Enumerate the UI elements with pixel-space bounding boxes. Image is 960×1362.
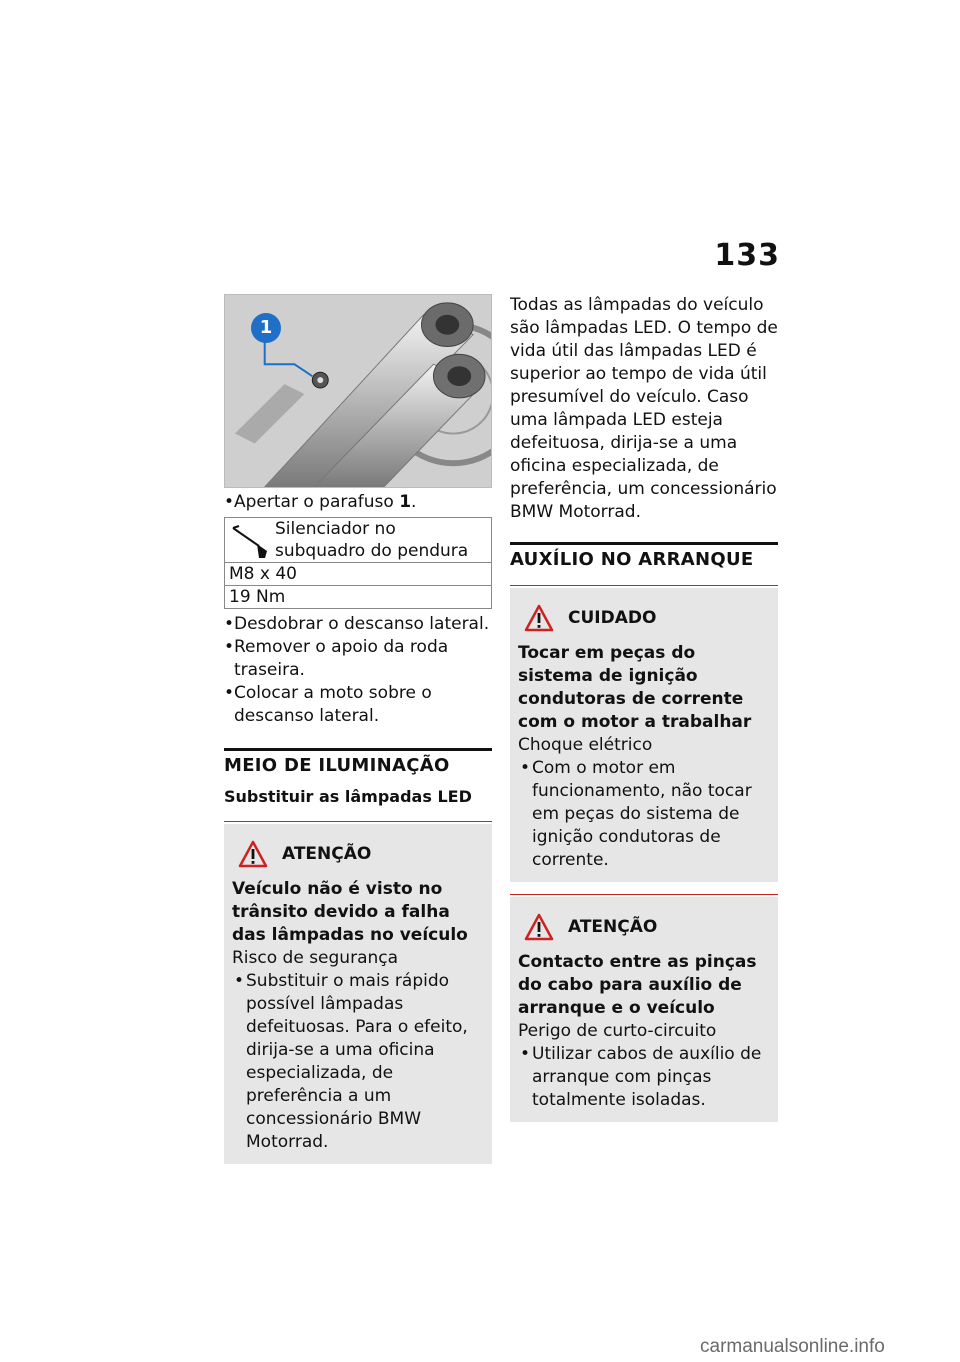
warning-header xyxy=(518,907,770,947)
caution-header xyxy=(518,598,770,638)
warning-triangle-icon xyxy=(524,604,554,632)
spec-label-cell xyxy=(225,518,492,563)
caution-headline: Tocar em peças do sistema de ignição condutoras de corrente com o motor a trabalhar xyxy=(518,643,752,732)
warning-action: • Utilizar cabos de auxílio de arranque com pinças totalmente isoladas. xyxy=(518,1043,770,1112)
left-column xyxy=(224,294,492,1164)
warning-label: ATENÇÃO xyxy=(568,917,658,937)
warning-header xyxy=(232,834,484,874)
callout-1-marker xyxy=(251,313,281,343)
warning-triangle-icon xyxy=(238,840,268,868)
warning-divider xyxy=(510,894,778,895)
page-number: 133 xyxy=(714,238,780,273)
warning-consequence: Perigo de curto-circuito xyxy=(518,1021,717,1041)
warning-consequence: Risco de segurança xyxy=(232,948,399,968)
list-item: • Colocar a moto sobre o descanso lateral. xyxy=(224,682,492,728)
list-item: • Remover o apoio da roda traseira. xyxy=(224,636,492,682)
warning-box-jump-cables xyxy=(510,897,778,1122)
caution-divider xyxy=(510,585,778,586)
section-title-lighting: MEIO DE ILUMINAÇÃO xyxy=(224,755,450,776)
warning-divider xyxy=(224,821,492,822)
callout-1-label: 1 xyxy=(259,317,273,338)
caution-consequence: Choque elétrico xyxy=(518,735,653,755)
warning-headline: Veículo não é visto no trânsito devido a falha das lâmpadas no veículo xyxy=(232,879,468,945)
caution-box-ignition xyxy=(510,588,778,882)
section-title-jump-start: AUXÍLIO NO ARRANQUE xyxy=(510,549,754,570)
wrench-icon xyxy=(229,518,273,562)
step-tighten-screw: • Apertar o parafuso 1. xyxy=(224,491,492,514)
warning-headline: Contacto entre as pinças do cabo para auxílio de arranque e o veículo xyxy=(518,952,757,1018)
led-intro-paragraph: Todas as lâmpadas do veículo são lâmpadas LED. O tempo de vida útil das lâmpadas LED é superior ao tempo de vida útil presumível do veículo. Caso uma lâmpada LED esteja defeituosa, dirija-se a uma oficina especializada, de preferência, um concessionário BMW Motorrad. xyxy=(510,295,778,522)
watermark-link[interactable]: carmanualsonline.info xyxy=(700,1336,885,1357)
spec-size: M8 x 40 xyxy=(225,563,492,586)
subsection-title-led: Substituir as lâmpadas LED xyxy=(224,787,472,806)
list-item: • Desdobrar o descanso lateral. xyxy=(224,613,492,636)
spec-label: Silenciador no subquadro do pendura xyxy=(275,519,469,561)
warning-label: ATENÇÃO xyxy=(282,844,372,864)
step-list xyxy=(224,613,492,728)
warning-action: • Substituir o mais rápido possível lâmpadas defeituosas. Para o efeito, dirija-se a uma oficina especializada, de preferência a um concessionário BMW Motorrad. xyxy=(232,970,484,1154)
section-divider xyxy=(510,542,778,545)
caution-action: • Com o motor em funcionamento, não tocar em peças do sistema de ignição condutoras de corrente. xyxy=(518,757,770,872)
torque-spec-table xyxy=(224,517,492,609)
warning-triangle-icon xyxy=(524,913,554,941)
warning-box-led xyxy=(224,824,492,1164)
spec-torque: 19 Nm xyxy=(225,586,492,609)
section-divider xyxy=(224,748,492,751)
exhaust-photo xyxy=(224,294,492,488)
caution-label: CUIDADO xyxy=(568,608,657,628)
right-column xyxy=(510,294,778,1122)
